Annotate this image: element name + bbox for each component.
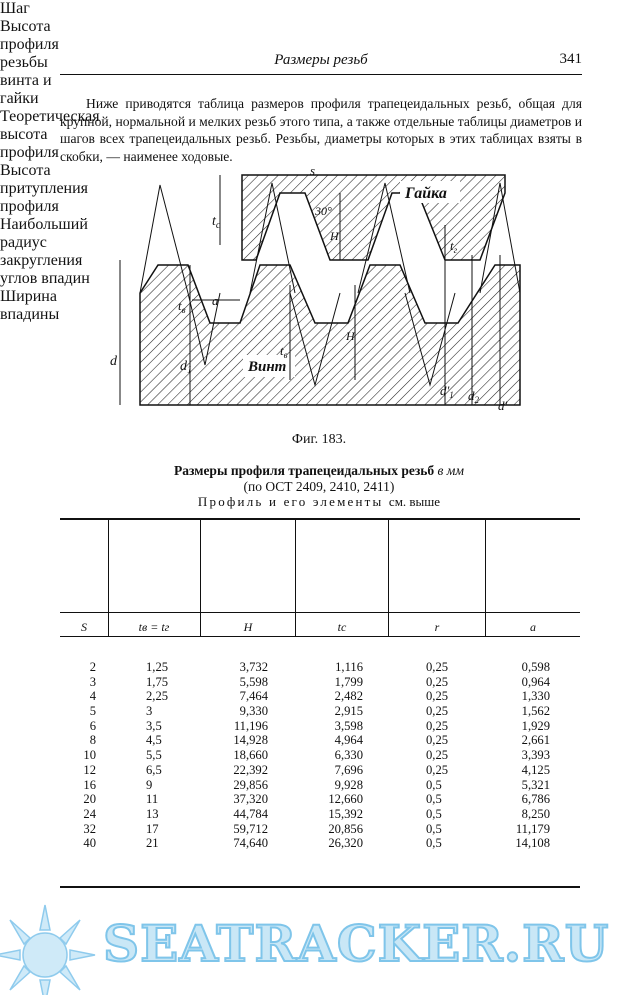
table-cell: 2 — [89, 660, 96, 674]
label-d1p: $d'_1$ — [440, 383, 454, 400]
table-header: Высота притупления профиля — [0, 162, 89, 215]
table-cell: 2,25 — [146, 689, 169, 704]
table-cell: 8 — [89, 733, 96, 748]
table-cell: 14,108 — [515, 836, 550, 851]
table-cell: 26,320 — [328, 836, 363, 851]
table-cell: 16 — [83, 777, 96, 792]
table-cell: 7,464 — [239, 689, 268, 704]
table-cell: 5,321 — [521, 777, 550, 792]
table-header: Ширина впадины — [0, 288, 60, 323]
table-cell: 6,5 — [146, 762, 162, 777]
table-cell: 1,330 — [521, 689, 550, 704]
table-cell: 40 — [83, 836, 96, 851]
table-cell: 4,125 — [521, 762, 550, 777]
table-cell: 5 — [89, 704, 96, 719]
table-vrule — [295, 518, 296, 636]
table-cell: 3,732 — [239, 660, 268, 674]
table-cell: 24 — [83, 806, 96, 821]
thread-profile-figure — [100, 165, 540, 420]
label-tv: $t_в$ — [178, 298, 186, 315]
table-note-ref: см. выше — [388, 494, 441, 509]
table-cell: 3,5 — [146, 718, 162, 733]
table-cell: 44,784 — [233, 806, 268, 821]
column-width — [500, 660, 550, 851]
table-cell: 1,75 — [146, 674, 169, 689]
table-title-unit: в мм — [437, 463, 464, 478]
column-theoretical — [220, 660, 268, 851]
table-bottom-rule — [60, 886, 580, 888]
table-symbol: a — [530, 620, 536, 634]
table-cell: 18,660 — [233, 748, 268, 763]
nut-body — [242, 175, 505, 260]
section-title: Размеры резьб — [274, 52, 368, 68]
column-height — [146, 660, 196, 851]
table-cell: 12,660 — [328, 792, 363, 807]
table-vrule — [108, 518, 109, 636]
table-cell: 59,712 — [233, 821, 268, 836]
table-cell: 0,25 — [426, 660, 449, 674]
table-cell: 1,929 — [521, 718, 550, 733]
table-cell: 6,330 — [334, 748, 363, 763]
table-cell: 37,320 — [233, 792, 268, 807]
table-note-spaced: Профиль и его элементы — [197, 494, 384, 509]
table-cell: 0,5 — [426, 792, 442, 807]
table-cell: 3 — [89, 674, 96, 689]
table-header: Теоретическая высота профиля — [0, 108, 100, 161]
table-cell: 14,928 — [233, 733, 268, 748]
table-cell: 1,799 — [334, 674, 363, 689]
label-h2-bottom: H — [346, 329, 355, 343]
column-step — [66, 660, 96, 851]
running-header — [60, 48, 582, 75]
label-gaika: Гайка — [405, 185, 447, 202]
table-cell: 6 — [89, 718, 96, 733]
table-top-rule — [60, 518, 580, 520]
table-vrule — [485, 518, 486, 636]
table-note — [0, 494, 638, 510]
table-symbol: tв = tг — [138, 620, 170, 634]
table-cell: 11,179 — [515, 821, 550, 836]
label-tc: $t_c$ — [212, 214, 221, 231]
table-symbol-rule — [60, 636, 580, 637]
table-cell: 0,25 — [426, 718, 449, 733]
table-cell: 22,392 — [233, 762, 268, 777]
table-cell: 3 — [146, 704, 153, 719]
table-title-main: Размеры профиля трапецеидальных резьб — [174, 463, 435, 478]
table-cell: 0,25 — [426, 762, 449, 777]
table-cell: 0,25 — [426, 733, 449, 748]
table-cell: 4 — [89, 689, 96, 704]
intro-paragraph: Ниже приводятся таблица размеров профиля трапецеидальных резьб, общая для крупной, нормальной и мелких резьб этого типа, а также отдельные таблицы диаметров и шагов всех трапецеидальных резьб. Резьбы, диаметры которых в этих таблицах взяты в скобки, — наименее ходовые. — [60, 96, 582, 164]
table-cell: 0,25 — [426, 748, 449, 763]
table-cell: 3,598 — [334, 718, 363, 733]
table-symbol: r — [434, 620, 440, 634]
table-cell: 1,25 — [146, 660, 169, 674]
label-h2-top: H — [330, 229, 339, 243]
table-cell: 11 — [146, 792, 159, 807]
column-radius — [426, 660, 466, 851]
label-d2: $d_2$ — [468, 388, 479, 405]
label-vint: Винт — [248, 359, 287, 375]
screw-body — [140, 265, 520, 405]
table-title — [0, 463, 638, 479]
table-vrule — [388, 518, 389, 636]
table-cell: 9,330 — [239, 704, 268, 719]
table-cell: 9,928 — [334, 777, 363, 792]
table-cell: 2,661 — [521, 733, 550, 748]
label-a: a — [212, 293, 219, 308]
table-cell: 21 — [146, 836, 159, 851]
table-cell: 0,5 — [426, 836, 442, 851]
column-truncation — [315, 660, 363, 851]
table-cell: 1,116 — [335, 660, 363, 674]
table-header: Высота профиля резьбы винта и гайки — [0, 18, 59, 107]
table-cell: 7,696 — [334, 762, 363, 777]
label-dp: d' — [498, 398, 508, 413]
table-cell: 29,856 — [233, 777, 268, 792]
table-header: Наибольший радиус закругления углов впадин — [0, 216, 90, 287]
label-d1: $d_1$ — [180, 359, 192, 376]
table-cell: 9 — [146, 777, 153, 792]
table-cell: 17 — [146, 821, 159, 836]
table-cell: 0,5 — [426, 777, 442, 792]
label-s: s — [310, 165, 316, 178]
table-cell: 4,5 — [146, 733, 162, 748]
table-cell: 5,5 — [146, 748, 162, 763]
table-cell: 0,964 — [521, 674, 550, 689]
table-cell: 20 — [83, 792, 96, 807]
table-cell: 20,856 — [328, 821, 363, 836]
table-cell: 1,562 — [521, 704, 550, 719]
table-symbol: S — [81, 620, 87, 634]
table-symbol: tc — [337, 620, 347, 634]
table-cell: 0,25 — [426, 689, 449, 704]
table-cell: 2,482 — [334, 689, 363, 704]
table-cell: 11,196 — [233, 718, 268, 733]
table-cell: 2,915 — [334, 704, 363, 719]
table-header-rule — [60, 612, 580, 613]
label-tv2: $t_в$ — [280, 343, 288, 360]
table-cell: 0,598 — [521, 660, 550, 674]
table-symbol: H — [243, 620, 253, 634]
table-cell: 3,393 — [521, 748, 550, 763]
table-cell: 5,598 — [239, 674, 268, 689]
table-cell: 12 — [83, 762, 96, 777]
watermark-text: SEATRACKER.RU — [103, 914, 610, 973]
table-cell: 4,964 — [334, 733, 363, 748]
table-standard: (по ОСТ 2409, 2410, 2411) — [243, 479, 395, 494]
label-d: d — [110, 354, 117, 369]
label-tr: $t_г$ — [450, 238, 458, 255]
table-header: Шаг — [0, 0, 30, 17]
table-cell: 8,250 — [521, 806, 550, 821]
table-cell: 0,25 — [426, 674, 449, 689]
label-angle: 30° — [315, 204, 332, 218]
table-cell: 6,786 — [521, 792, 550, 807]
table-vrule — [200, 518, 201, 636]
table-cell: 0,25 — [426, 704, 449, 719]
figure-caption: Фиг. 183. — [291, 432, 347, 447]
table-cell: 32 — [83, 821, 96, 836]
table-cell: 0,5 — [426, 806, 442, 821]
page-number: 341 — [559, 51, 582, 67]
table-cell: 15,392 — [328, 806, 363, 821]
table-cell: 74,640 — [233, 836, 268, 851]
table-cell: 13 — [146, 806, 159, 821]
table-cell: 10 — [83, 748, 96, 763]
table-cell: 0,5 — [426, 821, 442, 836]
